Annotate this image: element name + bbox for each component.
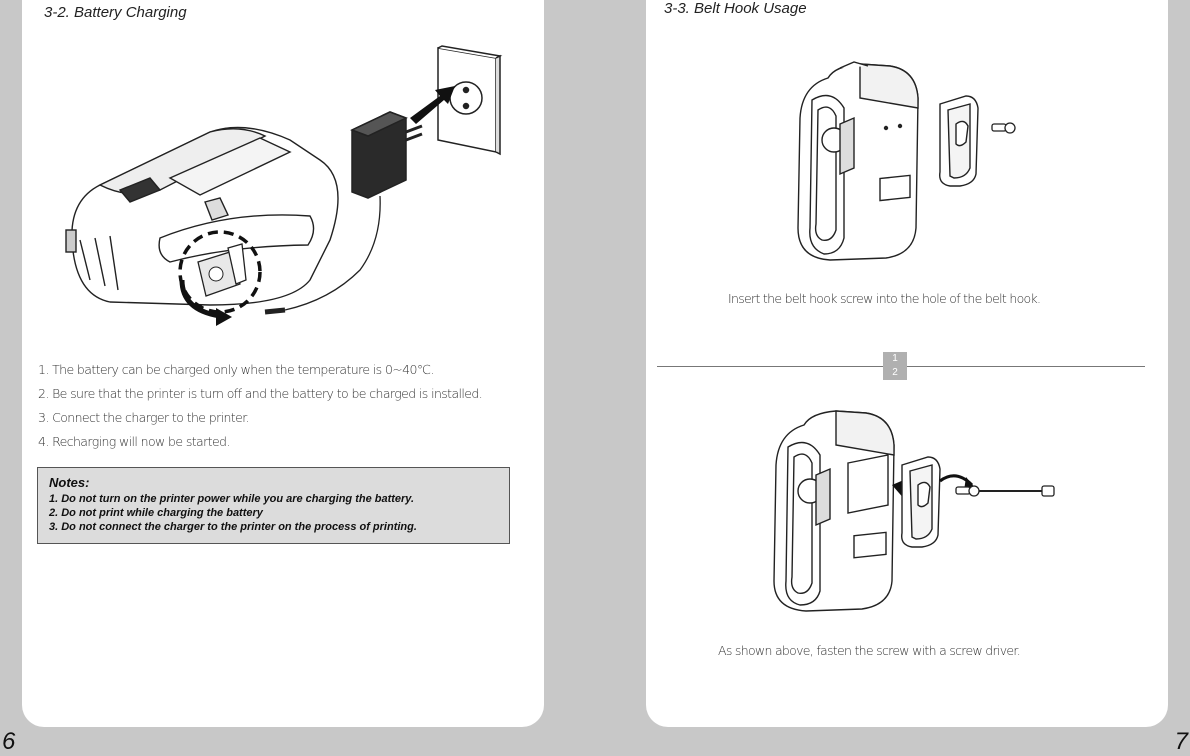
belt-hook-illustration — [940, 96, 978, 186]
note-item: 1. Do not turn on the printer power while you are charging the battery. — [49, 493, 415, 505]
step-item: 1. The battery can be charged only when the temperature is 0~40℃. — [38, 362, 434, 377]
caption-insert-screw: Insert the belt hook screw into the hole of the belt hook. — [728, 291, 1041, 306]
caption-fasten-screw: As shown above, fasten the screw with a screw driver. — [718, 643, 1020, 658]
badge-number: 1 — [892, 353, 898, 364]
charger-adapter-illustration — [352, 112, 422, 198]
notes-box — [37, 467, 510, 544]
page-number-right: 7 — [1174, 728, 1188, 755]
page-number-left: 6 — [2, 728, 16, 755]
step-item: 3. Connect the charger to the printer. — [38, 410, 249, 425]
divider-badge — [883, 352, 907, 380]
notes-title: Notes: — [49, 475, 90, 490]
belt-hook-insert-illustration — [790, 58, 1050, 268]
badge-number: 2 — [892, 367, 898, 378]
belt-hook-fasten-illustration — [766, 405, 1066, 621]
charging-steps-list — [38, 358, 482, 454]
step-item: 4. Recharging will now be started. — [38, 434, 230, 449]
section-title-belt-hook-usage: 3-3. Belt Hook Usage — [664, 0, 807, 17]
note-item: 2. Do not print while charging the battery — [49, 507, 263, 519]
screw-illustration — [992, 123, 1015, 133]
section-title-battery-charging: 3-2. Battery Charging — [44, 4, 187, 21]
step-item: 2. Be sure that the printer is turn off and the battery to be charged is installed. — [38, 386, 483, 401]
battery-charging-illustration — [60, 40, 510, 330]
note-item: 3. Do not connect the charger to the printer on the process of printing. — [49, 521, 417, 533]
